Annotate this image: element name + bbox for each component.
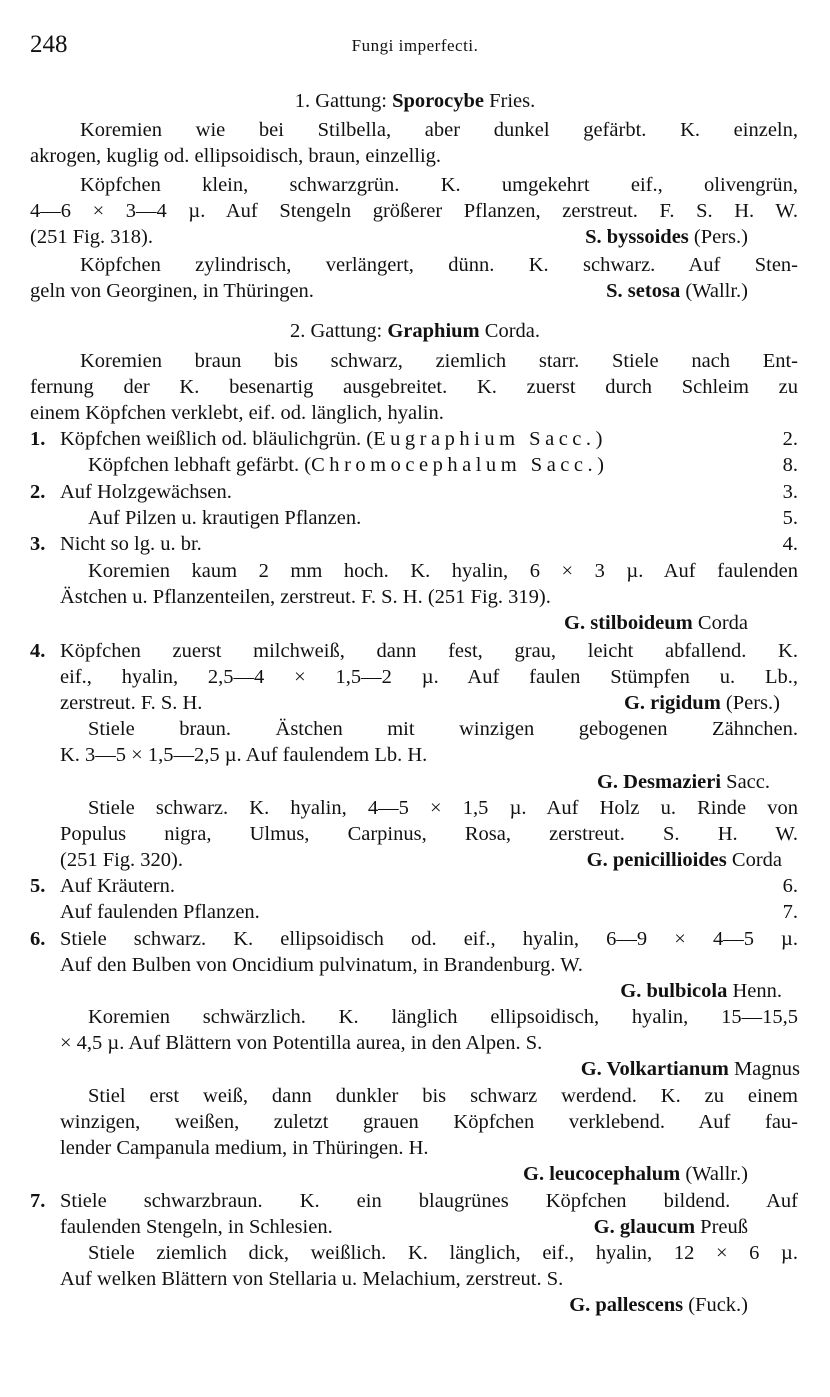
key-line xyxy=(60,426,602,452)
species-name-setosa xyxy=(606,278,748,304)
species-description-line: Köpfchen zuerst milchweiß, dann fest, grau, leicht abfallend. K. xyxy=(60,640,798,662)
genus-heading-prefix: 1. Gattung: xyxy=(294,90,393,112)
species-description-line: Stiele schwarzbraun. K. ein blaugrünes Köpfchen bildend. Auf xyxy=(60,1190,798,1212)
key-number: 5. xyxy=(30,875,46,897)
species-author: Henn. xyxy=(727,980,782,1002)
genus-description-line: Koremien wie bei Stilbella, aber dunkel gefärbt. K. einzeln, xyxy=(80,119,798,141)
species-name: G. stilboideum xyxy=(564,612,693,634)
key-text: Köpfchen lebhaft gefärbt. ( xyxy=(88,454,312,476)
genus-name: Sporocybe xyxy=(392,90,484,112)
genus-description-line: einem Köpfchen verklebt, eif. od. länglich, hyalin. xyxy=(30,402,444,424)
running-title: Fungi imperfecti. xyxy=(351,36,479,55)
species-name-volkartianum xyxy=(581,1056,800,1082)
species-name: G. glaucum xyxy=(593,1216,696,1238)
key-reference: 5. xyxy=(782,507,798,529)
species-name: G. rigidum xyxy=(623,692,721,714)
species-name-rigidum xyxy=(624,690,780,716)
species-name-leucocephalum xyxy=(523,1161,748,1187)
genus-heading-graphium xyxy=(0,318,830,344)
genus-description-line: fernung der K. besenartig ausgebreitet. K. zuerst durch Schleim zu xyxy=(30,376,798,398)
genus-heading-prefix: 2. Gattung: xyxy=(289,320,388,342)
species-name: S. setosa xyxy=(606,280,681,302)
key-reference: 3. xyxy=(782,481,798,503)
species-author: (Wallr.) xyxy=(680,280,748,302)
key-reference: 8. xyxy=(782,454,798,476)
species-author: (Fuck.) xyxy=(683,1294,748,1316)
species-author: Preuß xyxy=(695,1216,748,1238)
species-author: (Pers.) xyxy=(720,692,780,714)
species-description-line: Stiel erst weiß, dann dunkler bis schwarz werdend. K. zu einem xyxy=(88,1085,798,1107)
genus-author: Fries. xyxy=(484,90,536,112)
key-number: 4. xyxy=(30,640,46,662)
species-name-pallescens xyxy=(569,1292,748,1318)
species-author: Magnus xyxy=(728,1058,800,1080)
species-description-line: Auf den Bulben von Oncidium pulvinatum, in Brandenburg. W. xyxy=(60,954,583,976)
key-line: Auf Holzgewächsen. xyxy=(60,481,232,503)
species-description-line: Koremien kaum 2 mm hoch. K. hyalin, 6 × 3 µ. Auf faulenden xyxy=(88,560,798,582)
species-description-line: winzigen, weißen, zuletzt grauen Köpfchen verklebend. Auf fau- xyxy=(60,1111,798,1133)
species-description-line: × 4,5 µ. Auf Blättern von Potentilla aurea, in den Alpen. S. xyxy=(60,1032,543,1054)
genus-heading-sporocybe xyxy=(0,88,830,114)
key-line xyxy=(88,452,604,478)
species-author: Sacc. xyxy=(721,771,770,793)
key-subgenus: Chromocephalum Sacc. xyxy=(311,454,598,476)
species-description-line: K. 3—5 × 1,5—2,5 µ. Auf faulendem Lb. H. xyxy=(60,744,428,766)
key-line: Auf Kräutern. xyxy=(60,875,175,897)
species-description-line: Stiele schwarz. K. ellipsoidisch od. eif., hyalin, 6—9 × 4—5 µ. xyxy=(60,928,798,950)
species-name: S. byssoides xyxy=(585,226,689,248)
genus-description-line: Koremien braun bis schwarz, ziemlich starr. Stiele nach Ent- xyxy=(80,350,798,372)
key-text: ) xyxy=(595,428,603,450)
genus-name: Graphium xyxy=(387,320,480,342)
species-author: Corda xyxy=(692,612,748,634)
key-subgenus: Eugraphium Sacc. xyxy=(373,428,596,450)
key-reference: 6. xyxy=(782,875,798,897)
species-name-byssoides xyxy=(585,224,748,250)
species-author: Corda xyxy=(726,849,782,871)
key-number: 7. xyxy=(30,1190,46,1212)
key-number: 2. xyxy=(30,481,46,503)
species-name-penicillioides xyxy=(587,847,782,873)
key-number: 3. xyxy=(30,533,46,555)
species-name-glaucum xyxy=(594,1214,748,1240)
species-name: G. bulbicola xyxy=(620,980,728,1002)
species-description-line: zerstreut. F. S. H. xyxy=(60,692,203,714)
species-name-desmazieri xyxy=(597,769,770,795)
key-number: 1. xyxy=(30,428,46,450)
species-author: (Pers.) xyxy=(688,226,748,248)
key-number: 6. xyxy=(30,928,46,950)
species-description-line: Koremien schwärzlich. K. länglich ellipsoidisch, hyalin, 15—15,5 xyxy=(88,1006,798,1028)
species-description-line: Stiele ziemlich dick, weißlich. K. länglich, eif., hyalin, 12 × 6 µ. xyxy=(88,1242,798,1264)
species-description-line: Ästchen u. Pflanzenteilen, zerstreut. F. S. H. (251 Fig. 319). xyxy=(60,586,551,608)
species-description-line: Köpfchen klein, schwarzgrün. K. umgekehrt eif., olivengrün, xyxy=(80,174,798,196)
species-description-line: (251 Fig. 320). xyxy=(60,849,183,871)
key-reference: 7. xyxy=(782,901,798,923)
species-description-line: Köpfchen zylindrisch, verlängert, dünn. K. schwarz. Auf Sten- xyxy=(80,254,798,276)
species-description-line: Populus nigra, Ulmus, Carpinus, Rosa, zerstreut. S. H. W. xyxy=(60,823,798,845)
species-description-line: faulenden Stengeln, in Schlesien. xyxy=(60,1216,333,1238)
genus-author: Corda. xyxy=(479,320,540,342)
key-line: Auf Pilzen u. krautigen Pflanzen. xyxy=(88,507,362,529)
species-name: G. pallescens xyxy=(569,1294,684,1316)
species-name-stilboideum xyxy=(564,610,748,636)
key-line: Auf faulenden Pflanzen. xyxy=(60,901,260,923)
key-line: Nicht so lg. u. br. xyxy=(60,533,202,555)
key-reference: 2. xyxy=(782,428,798,450)
species-description-line: Stiele schwarz. K. hyalin, 4—5 × 1,5 µ. Auf Holz u. Rinde von xyxy=(88,797,798,819)
species-description-line: lender Campanula medium, in Thüringen. H. xyxy=(60,1137,429,1159)
species-name-bulbicola xyxy=(620,978,782,1004)
species-description-line: Stiele braun. Ästchen mit winzigen gebogenen Zähnchen. xyxy=(88,718,798,740)
genus-description-line: akrogen, kuglig od. ellipsoidisch, braun, einzellig. xyxy=(30,145,442,167)
species-description-line: Auf welken Blättern von Stellaria u. Melachium, zerstreut. S. xyxy=(60,1268,564,1290)
key-reference: 4. xyxy=(782,533,798,555)
species-name: G. penicillioides xyxy=(586,849,727,871)
species-author: (Wallr.) xyxy=(680,1163,748,1185)
species-description-line: (251 Fig. 318). xyxy=(30,226,153,248)
page-number: 248 xyxy=(30,31,68,58)
species-description-line: eif., hyalin, 2,5—4 × 1,5—2 µ. Auf faulen Stümpfen u. Lb., xyxy=(60,666,798,688)
species-name: G. Volkartianum xyxy=(580,1058,729,1080)
species-name: G. leucocephalum xyxy=(523,1163,681,1185)
key-text: Köpfchen weißlich od. bläulichgrün. ( xyxy=(60,428,374,450)
key-text: ) xyxy=(597,454,604,476)
species-description-line: 4—6 × 3—4 µ. Auf Stengeln größerer Pflanzen, zerstreut. F. S. H. W. xyxy=(30,200,798,222)
species-description-line: geln von Georginen, in Thüringen. xyxy=(30,280,314,302)
species-name: G. Desmazieri xyxy=(596,771,722,793)
